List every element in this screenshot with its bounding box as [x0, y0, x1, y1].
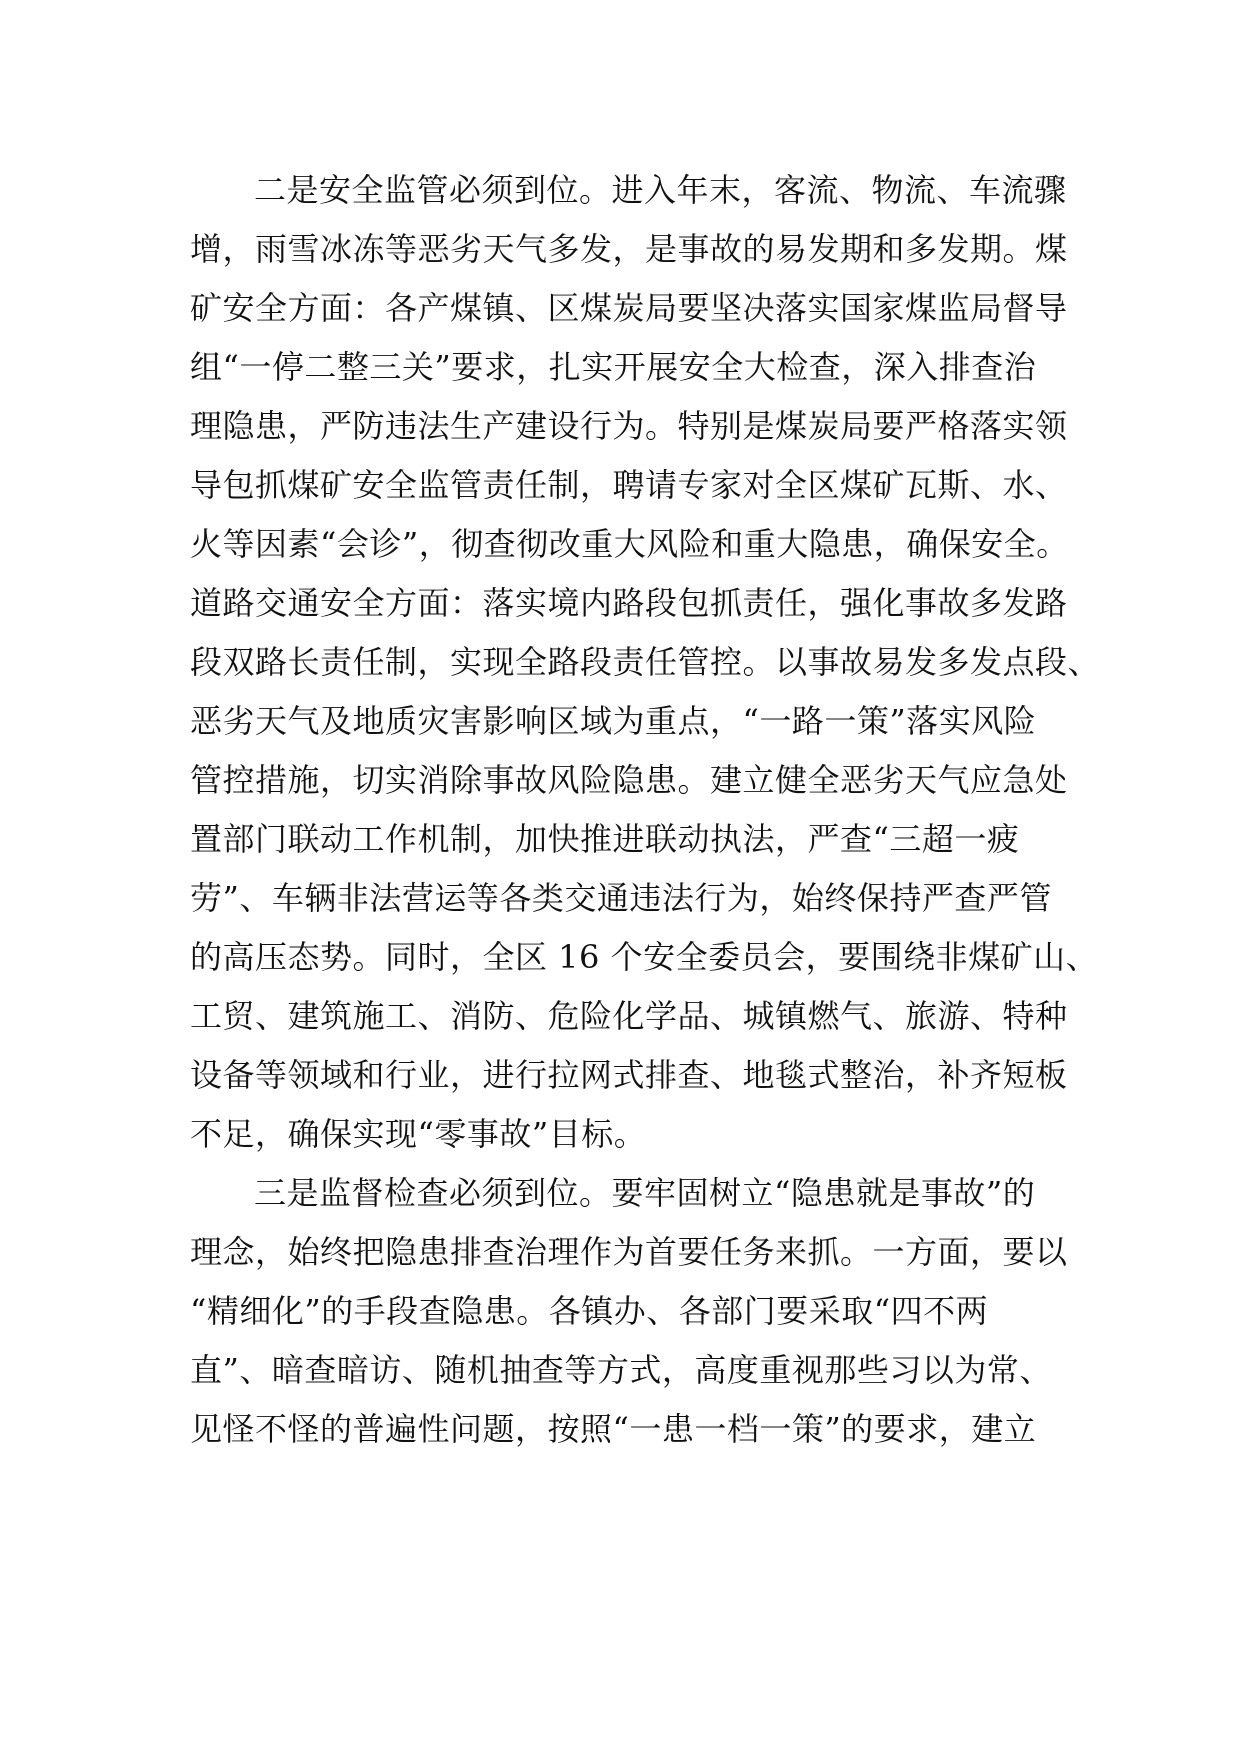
paragraph-1-line-12: 置部门联动工作机制，加快推进联动执法，严查“三超一疲	[190, 820, 1020, 858]
paragraph-1-line-16: 设备等领域和行业，进行拉网式排查、地毯式整治，补齐短板	[190, 1056, 1068, 1094]
paragraph-2-line-2: 理念，始终把隐患排查治理作为首要任务来抓。一方面，要以	[190, 1233, 1068, 1271]
paragraph-1-line-11: 管控措施，切实消除事故风险隐患。建立健全恶劣天气应急处	[190, 761, 1068, 799]
paragraph-1-line-6: 导包抓煤矿安全监管责任制，聘请专家对全区煤矿瓦斯、水、	[190, 466, 1068, 504]
paragraph-1-line-2: 增，雨雪冰冻等恶劣天气多发，是事故的易发期和多发期。煤	[190, 230, 1068, 268]
paragraph-1-line-13: 劳”、车辆非法营运等各类交通违法行为，始终保持严查严管	[190, 879, 1052, 917]
paragraph-2-line-1: 三是监督检查必须到位。要牢固树立“隐患就是事故”的	[254, 1174, 1036, 1212]
paragraph-2-line-5: 见怪不怪的普遍性问题，按照“一患一档一策”的要求，建立	[190, 1410, 1037, 1448]
paragraph-1-line-15: 工贸、建筑施工、消防、危险化学品、城镇燃气、旅游、特种	[190, 997, 1068, 1035]
paragraph-1-line-3: 矿安全方面：各产煤镇、区煤炭局要坚决落实国家煤监局督导	[190, 289, 1068, 327]
paragraph-1-line-4: 组“一停二整三关”要求，扎实开展安全大检查，深入排查治	[190, 348, 1037, 386]
paragraph-1-line-14: 的高压态势。同时，全区 16 个安全委员会，要围绕非煤矿山、	[190, 938, 1099, 976]
paragraph-2-line-4: 直”、暗查暗访、随机抽查等方式，高度重视那些习以为常、	[190, 1351, 1052, 1389]
paragraph-2-line-3: “精细化”的手段查隐患。各镇办、各部门要采取“四不两	[190, 1292, 989, 1330]
paragraph-1-line-5: 理隐患，严防违法生产建设行为。特别是煤炭局要严格落实领	[190, 407, 1068, 445]
paragraph-1-line-8: 道路交通安全方面：落实境内路段包抓责任，强化事故多发路	[190, 584, 1068, 622]
paragraph-1-line-9: 段双路长责任制，实现全路段责任管控。以事故易发多发点段、	[190, 643, 1101, 681]
paragraph-1-line-1: 二是安全监管必须到位。进入年末，客流、物流、车流骤	[254, 171, 1067, 209]
paragraph-1-line-17: 不足，确保实现“零事故”目标。	[190, 1115, 647, 1153]
paragraph-1-line-10: 恶劣天气及地质灾害影响区域为重点，“一路一策”落实风险	[190, 702, 1037, 740]
paragraph-1-line-7: 火等因素“会诊”，彻查彻改重大风险和重大隐患，确保安全。	[190, 525, 1069, 563]
